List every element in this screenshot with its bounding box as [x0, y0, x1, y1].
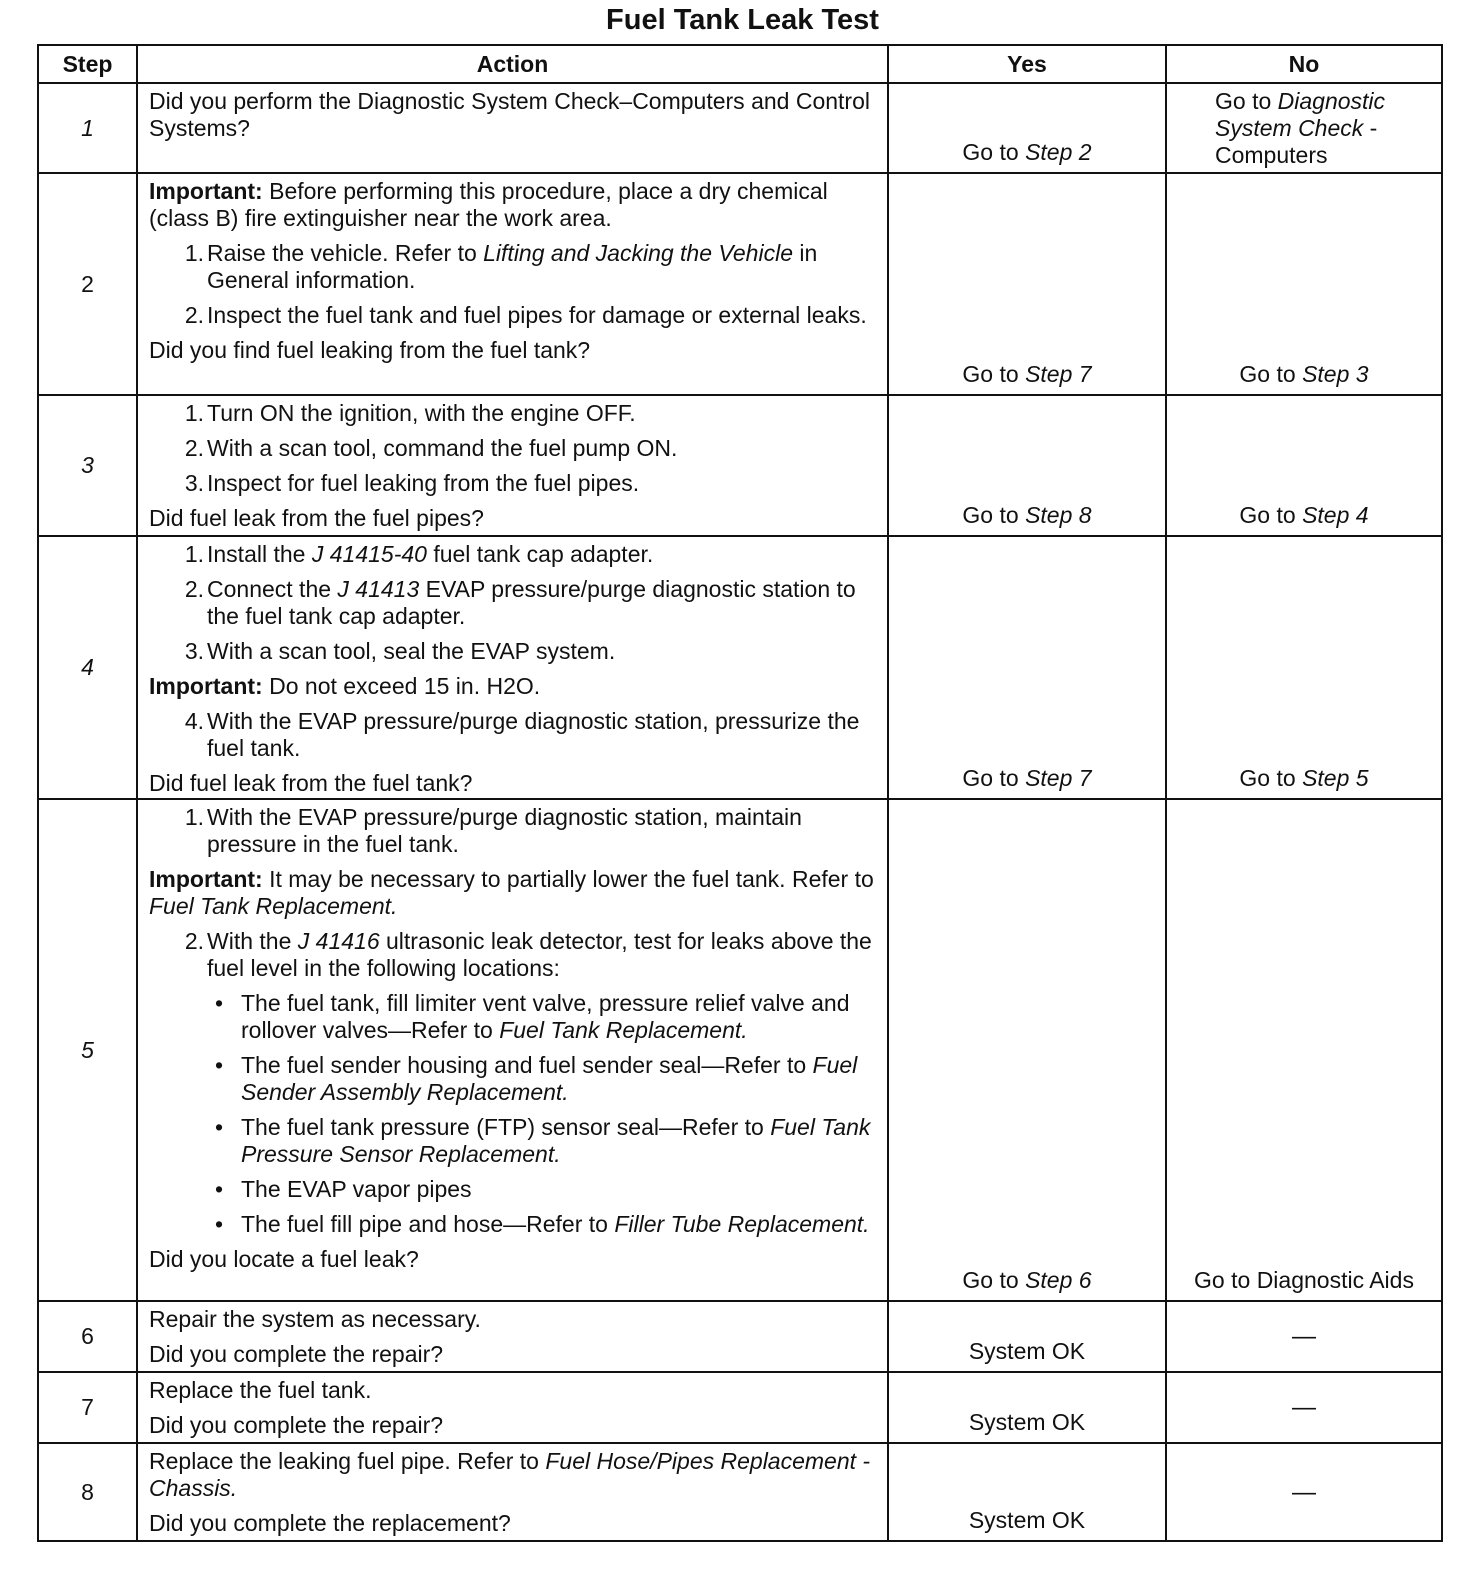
action-cell	[137, 536, 888, 799]
action-cell: Replace the fuel tank. Did you complete the repair?	[137, 1372, 888, 1443]
yes-cell: Go to Step 2	[888, 83, 1166, 173]
reference-link[interactable]: Fuel Tank Replacement.	[499, 1017, 748, 1043]
question-text: Did you complete the replacement?	[149, 1510, 511, 1536]
question-text: Did you complete the repair?	[149, 1341, 444, 1367]
action-cell	[137, 83, 888, 173]
header-action: Action	[137, 45, 888, 83]
bullet-item: • The fuel sender housing and fuel sender seal—Refer to Fuel Sender Assembly Replacement.	[215, 1052, 858, 1105]
step-link[interactable]: Step 8	[1025, 502, 1092, 528]
yes-cell: System OK	[888, 1443, 1166, 1541]
list-item: 2. Connect the J 41413 EVAP pressure/purge diagnostic station to the fuel tank cap adapter.	[184, 576, 856, 629]
yes-cell: Go to Step 7	[888, 173, 1166, 395]
action-cell	[137, 173, 888, 395]
bullet-item: • The fuel fill pipe and hose—Refer to Filler Tube Replacement.	[215, 1211, 870, 1237]
step-link[interactable]: Step 6	[1025, 1267, 1092, 1293]
important-note: Important: It may be necessary to partially lower the fuel tank. Refer to Fuel Tank Replacement.	[149, 866, 874, 919]
table-row-step-7	[38, 1372, 1442, 1443]
step-number: 6	[38, 1301, 137, 1372]
list-item: 4. With the EVAP pressure/purge diagnostic station, pressurize the fuel tank.	[184, 708, 860, 761]
table-row-step-8	[38, 1443, 1442, 1541]
important-note: Important: Before performing this procedure, place a dry chemical (class B) fire extinguisher near the work area.	[149, 178, 828, 231]
step-link[interactable]: Step 3	[1302, 361, 1369, 387]
diagnostic-table	[37, 44, 1443, 1542]
step-number: 3	[38, 395, 137, 536]
step-link[interactable]: Step 4	[1302, 502, 1369, 528]
no-cell: —	[1166, 1443, 1442, 1541]
bullet-item: • The EVAP vapor pipes	[215, 1176, 472, 1202]
list-item: 3. With a scan tool, seal the EVAP system.	[184, 638, 616, 664]
list-item: 2. Inspect the fuel tank and fuel pipes for damage or external leaks.	[184, 302, 867, 328]
action-cell: Replace the leaking fuel pipe. Refer to Fuel Hose/Pipes Replacement - Chassis. Did you complete the replacement?	[137, 1443, 888, 1541]
header-no: No	[1166, 45, 1442, 83]
question-text: Did you complete the repair?	[149, 1412, 444, 1438]
yes-cell: Go to Step 6	[888, 799, 1166, 1301]
bullet-icon: •	[215, 1114, 224, 1140]
list-item: 2. With a scan tool, command the fuel pump ON.	[184, 435, 678, 461]
bullet-icon: •	[215, 1176, 224, 1202]
action-cell	[137, 799, 888, 1301]
diagnostic-system-check-link[interactable]: Diagnostic System Check	[1215, 88, 1386, 141]
bullet-item: • The fuel tank, fill limiter vent valve, pressure relief valve and rollover valves—Refer to Fuel Tank Replacement.	[215, 990, 850, 1043]
yes-cell: Go to Step 7	[888, 536, 1166, 799]
yes-cell: Go to Step 8	[888, 395, 1166, 536]
question-text: Did fuel leak from the fuel pipes?	[149, 505, 484, 531]
reference-link[interactable]: Fuel Sender Assembly Replacement.	[241, 1052, 858, 1105]
step-number: 1	[38, 83, 137, 173]
yes-cell: System OK	[888, 1301, 1166, 1372]
step-number: 2	[38, 173, 137, 395]
question-text: Did fuel leak from the fuel tank?	[149, 770, 473, 796]
list-item: 1. With the EVAP pressure/purge diagnostic station, maintain pressure in the fuel tank.	[184, 804, 802, 857]
no-cell	[1166, 799, 1442, 1301]
no-cell: Go to Step 4	[1166, 395, 1442, 536]
reference-link[interactable]: Lifting and Jacking the Vehicle	[483, 240, 793, 266]
table-row-step-1	[38, 83, 1442, 173]
no-cell: —	[1166, 1301, 1442, 1372]
question-text: Did you find fuel leaking from the fuel tank?	[149, 337, 591, 363]
step-number: 4	[38, 536, 137, 799]
action-cell	[137, 395, 888, 536]
important-note: Important: Do not exceed 15 in. H2O.	[149, 673, 541, 699]
bullet-icon: •	[215, 1211, 224, 1237]
header-step: Step	[38, 45, 137, 83]
list-item: 3. Inspect for fuel leaking from the fuel pipes.	[184, 470, 640, 496]
list-item: 1. Install the J 41415-40 fuel tank cap adapter.	[184, 541, 654, 567]
question-text: Did you perform the Diagnostic System Check–Computers and Control Systems?	[149, 88, 870, 141]
list-item: 1. Turn ON the ignition, with the engine OFF.	[184, 400, 636, 426]
step-link[interactable]: Step 5	[1302, 765, 1369, 791]
page-title: Fuel Tank Leak Test	[606, 4, 879, 36]
step-link[interactable]: Step 7	[1025, 361, 1092, 387]
no-cell: —	[1166, 1372, 1442, 1443]
reference-link[interactable]: Fuel Tank Replacement.	[149, 893, 398, 919]
reference-link[interactable]: Fuel Hose/Pipes Replacement - Chassis.	[149, 1448, 871, 1501]
step-link[interactable]: Step 7	[1025, 765, 1092, 791]
step-number: 8	[38, 1443, 137, 1541]
header-yes: Yes	[888, 45, 1166, 83]
table-row-step-3	[38, 395, 1442, 536]
header-row	[38, 45, 1442, 83]
step-number: 5	[38, 799, 137, 1301]
no-cell: Go to Diagnostic System Check - Computers	[1166, 83, 1442, 173]
reference-link[interactable]: Filler Tube Replacement.	[614, 1211, 870, 1237]
step-link[interactable]: Step 2	[1025, 139, 1092, 165]
reference-link[interactable]: Fuel Tank Pressure Sensor Replacement.	[241, 1114, 871, 1167]
action-cell: Repair the system as necessary. Did you complete the repair?	[137, 1301, 888, 1372]
table-row-step-5	[38, 799, 1442, 1301]
table-row-step-2	[38, 173, 1442, 395]
list-item: 2. With the J 41416 ultrasonic leak detector, test for leaks above the fuel level in the following locations:	[184, 928, 872, 981]
diagnostic-aids-link[interactable]: Go to Diagnostic Aids	[1194, 1267, 1414, 1293]
list-item: 1. Raise the vehicle. Refer to Lifting and Jacking the Vehicle in General information.	[184, 240, 818, 293]
bullet-icon: •	[215, 1052, 224, 1078]
bullet-item: • The fuel tank pressure (FTP) sensor seal—Refer to Fuel Tank Pressure Sensor Replacement.	[215, 1114, 871, 1167]
tool-ref: J 41413	[337, 576, 420, 602]
bullet-icon: •	[215, 990, 224, 1016]
question-text: Did you locate a fuel leak?	[149, 1246, 419, 1272]
yes-cell: System OK	[888, 1372, 1166, 1443]
table-row-step-4	[38, 536, 1442, 799]
table-row-step-6	[38, 1301, 1442, 1372]
no-cell: Go to Step 5	[1166, 536, 1442, 799]
step-number: 7	[38, 1372, 137, 1443]
no-cell: Go to Step 3	[1166, 173, 1442, 395]
tool-ref: J 41416	[297, 928, 380, 954]
tool-ref: J 41415-40	[311, 541, 427, 567]
